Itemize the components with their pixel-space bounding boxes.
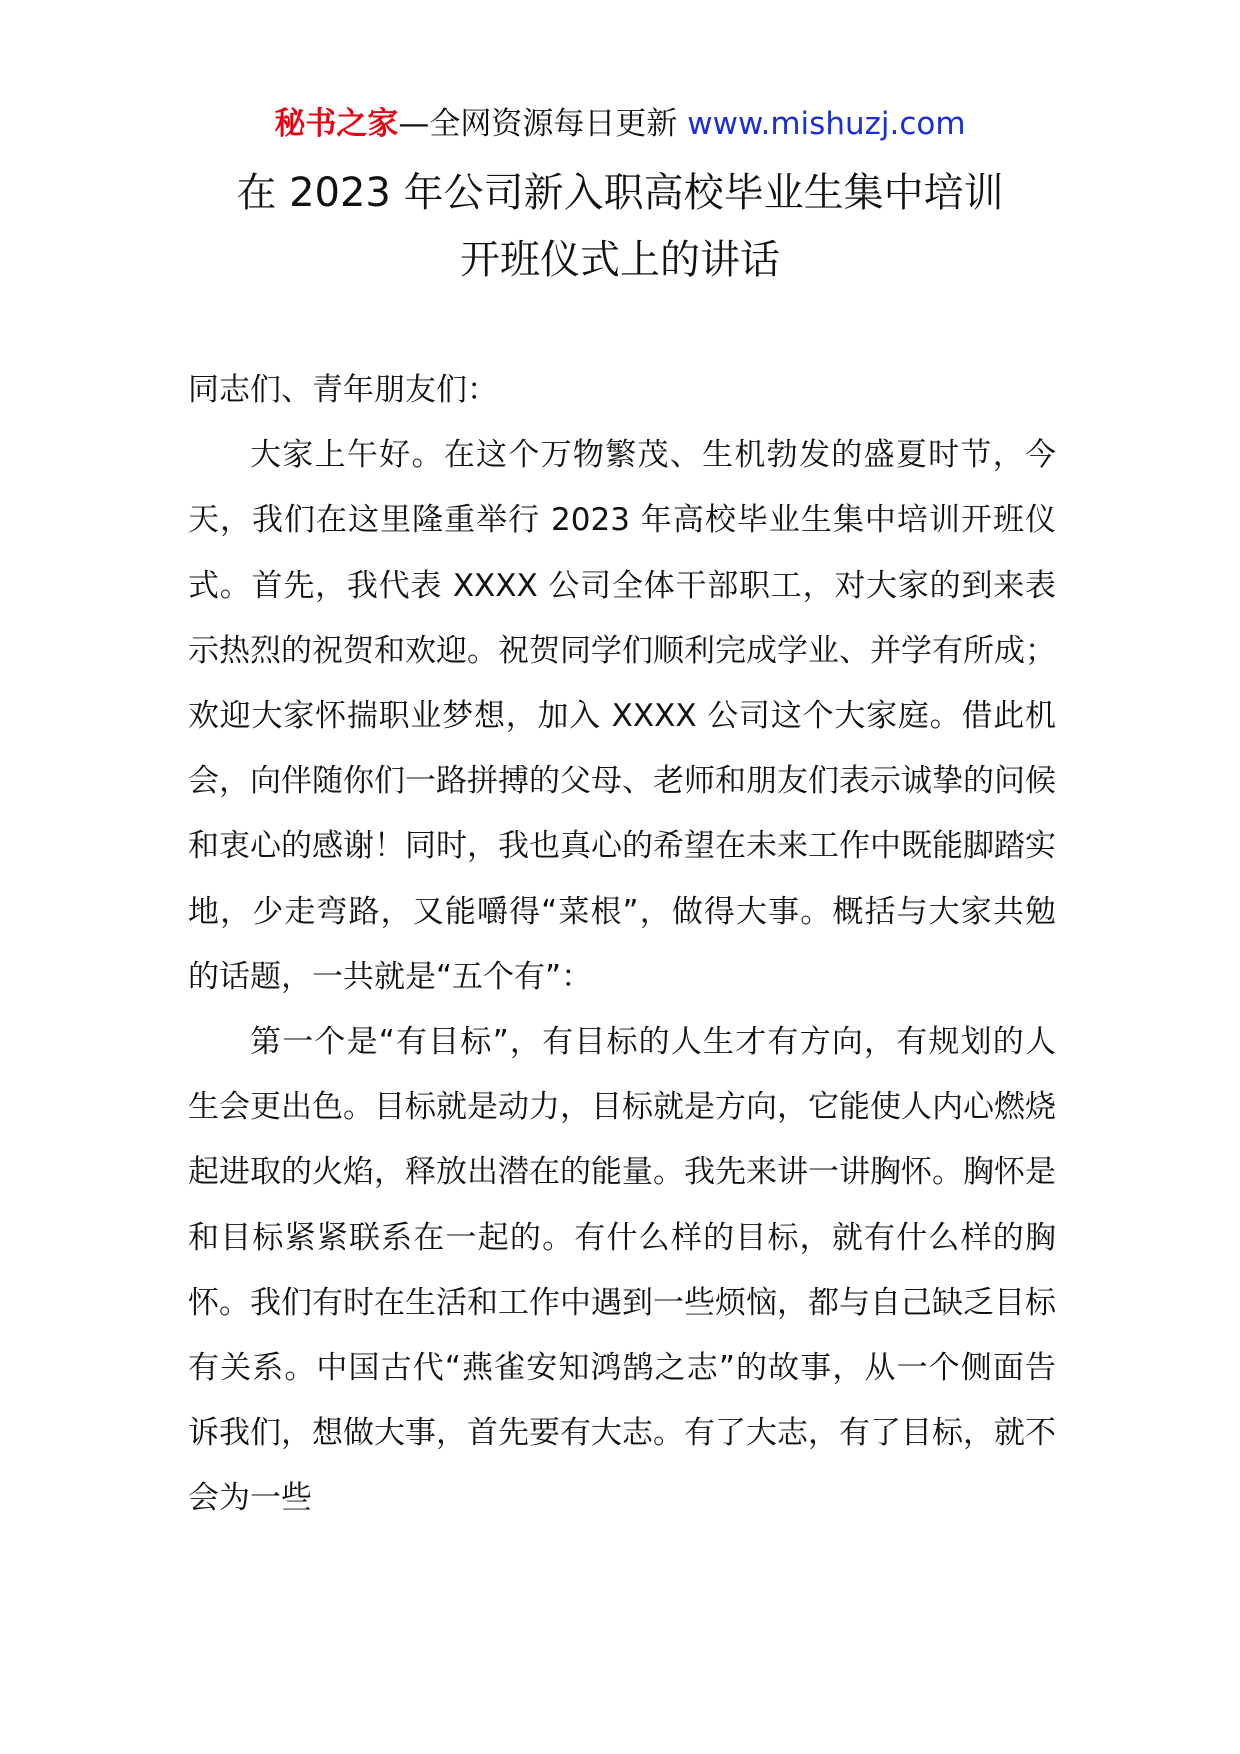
site-banner (0, 100, 1240, 148)
site-url-link[interactable]: www.mishuzj.com (687, 106, 966, 142)
title-line-1: 在 2023 年公司新入职高校毕业生集中培训 (236, 170, 1004, 216)
brand-name: 秘书之家 (274, 106, 399, 142)
paragraph-1: 大家上午好。在这个万物繁茂、生机勃发的盛夏时节，今天，我们在这里隆重举行 2023 年高校毕业生集中培训开班仪式。首先，我代表 XXXX 公司全体干部职工，对大家的到来表示热烈的祝贺和欢迎。祝贺同学们顺利完成学业、并学有所成；欢迎大家怀揣职业梦想，加入 XXXX 公司这个大家庭。借此机会，向伴随你们一路拼搏的父母、老师和朋友们表示诚挚的问候和衷心的感谢！同时，我也真心的希望在未来工作中既能脚踏实地，少走弯路，又能嚼得“菜根”，做得大事。概括与大家共勉的话题，一共就是“五个有”： (188, 437, 1056, 995)
document-body (188, 358, 1056, 1532)
title-line-2: 开班仪式上的讲话 (460, 237, 780, 283)
document-title (150, 160, 1090, 294)
banner-slogan: —全网资源每日更新 (398, 106, 678, 142)
paragraph-2: 第一个是“有目标”，有目标的人生才有方向，有规划的人生会更出色。目标就是动力，目标就是方向，它能使人内心燃烧起进取的火焰，释放出潜在的能量。我先来讲一讲胸怀。胸怀是和目标紧紧联系在一起的。有什么样的目标，就有什么样的胸怀。我们有时在生活和工作中遇到一些烦恼，都与自己缺乏目标有关系。中国古代“燕雀安知鸿鹄之志”的故事，从一个侧面告诉我们，想做大事，首先要有大志。有了大志，有了目标，就不会为一些 (188, 1024, 1056, 1517)
salutation: 同志们、青年朋友们： (188, 372, 498, 408)
